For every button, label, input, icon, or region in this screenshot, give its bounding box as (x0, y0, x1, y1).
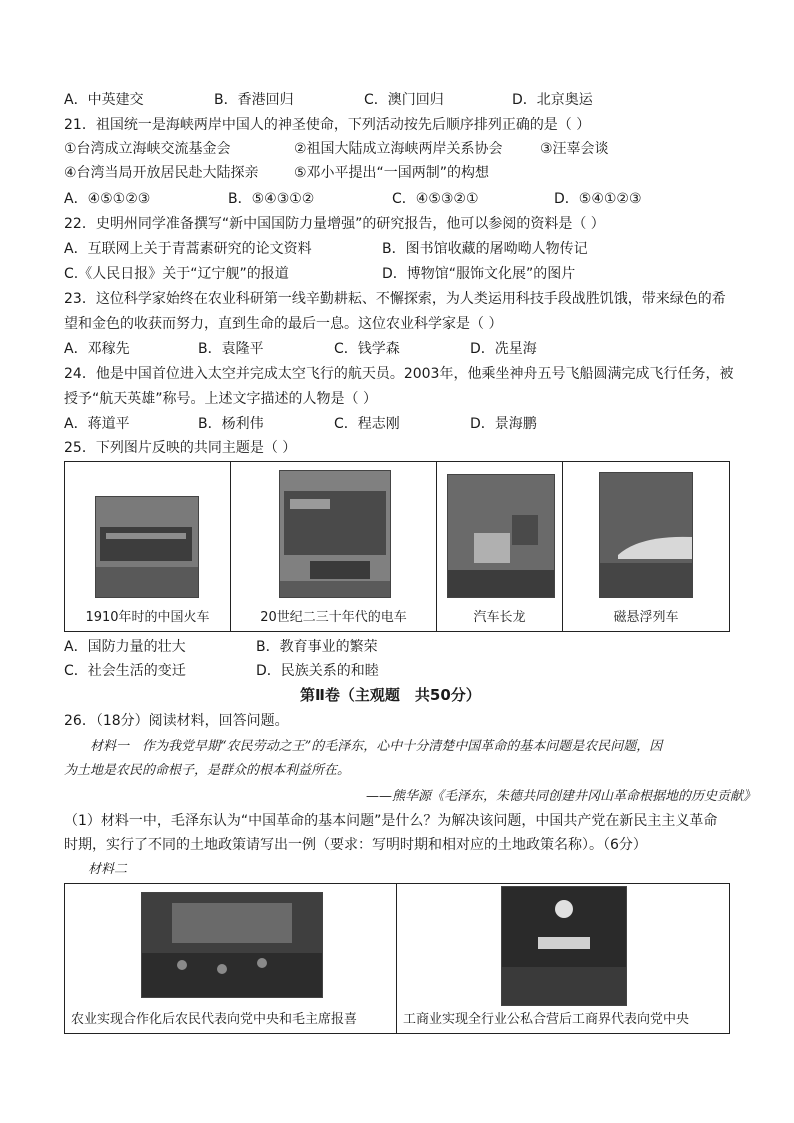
q26-caption-1: 农业实现合作化后农民代表向党中央和毛主席报喜 (71, 1012, 358, 1027)
q25-caption-4: 磁悬浮列车 (613, 610, 679, 625)
q20-option-d: D．北京奥运 (512, 92, 593, 108)
q26-sub1-line2: 时期，实行了不同的土地政策请写出一例（要求：写明时期和相对应的土地政策名称）。（6分） (64, 837, 647, 853)
q23-option-b: B．袁隆平 (198, 341, 264, 357)
q21-item-4: ④台湾当局开放居民赴大陆探亲 (64, 165, 259, 181)
photo-cell-tram (231, 462, 437, 631)
q21-option-c: C．④⑤③②① (392, 191, 479, 207)
q22-option-d: D．博物馆“服饰文化展”的图片 (382, 266, 576, 282)
q26-material1-line1: 材料一 作为我党早期“农民劳动之王”的毛泽东，心中十分清楚中国革命的基本问题是农民问题，因 (90, 739, 663, 754)
photo-cell-maglev (563, 462, 729, 631)
q24-option-d: D．景海鹏 (470, 416, 537, 432)
q25-option-b: B．教育事业的繁荣 (256, 639, 378, 655)
q21-item-3: ③汪辜会谈 (540, 141, 609, 157)
q25-caption-3: 汽车长龙 (473, 610, 526, 625)
q23-option-a: A．邓稼先 (64, 341, 130, 357)
photo-cell-traffic (437, 462, 563, 631)
q25-caption-2: 20世纪二三十年代的电车 (260, 610, 407, 625)
q24-option-a: A．蒋道平 (64, 416, 130, 432)
photo-cell-farmers (65, 884, 397, 1033)
traffic-photo-drawing (448, 475, 554, 597)
photo-cell-merchants (397, 884, 729, 1033)
q25-photo-table (64, 461, 730, 632)
q26-sub1-line1: （1）材料一中，毛泽东认为“中国革命的基本问题”是什么？为解决该问题，中国共产党在新民主主义革命 (64, 813, 718, 829)
maglev-photo-drawing (600, 473, 692, 597)
q21-item-2: ②祖国大陆成立海峡两岸关系协会 (294, 141, 503, 157)
q20-option-b: B．香港回归 (214, 92, 294, 108)
q23-stem-line2: 望和金色的收获而努力，直到生命的最后一息。这位农业科学家是（ ） (64, 316, 503, 332)
q24-option-c: C．程志刚 (334, 416, 400, 432)
q26-material2-label: 材料二 (88, 862, 128, 877)
q22-option-a: A．互联网上关于青蒿素研究的论文资料 (64, 241, 312, 257)
q24-stem-line2: 授予“航天英雄”称号。上述文字描述的人物是（ ） (64, 391, 377, 407)
photo-cell-train (65, 462, 231, 631)
q21-option-d: D．⑤④①②③ (554, 191, 642, 207)
q23-option-d: D．冼星海 (470, 341, 537, 357)
farmers-photo-drawing (142, 893, 322, 997)
q21-item-5: ⑤邓小平提出“一国两制”的构想 (294, 165, 490, 181)
train-photo-drawing (96, 497, 198, 597)
merchants-photo-drawing (502, 887, 626, 1005)
q20-option-a: A．中英建交 (64, 92, 144, 108)
q24-option-b: B．杨利伟 (198, 416, 264, 432)
q24-stem-line1: 24．他是中国首位进入太空并完成太空飞行的航天员。2003年，他乘坐神舟五号飞船圆满完成飞行任务，被 (64, 366, 734, 382)
q21-stem: 21．祖国统一是海峡两岸中国人的神圣使命，下列活动按先后顺序排列正确的是（ ） (64, 117, 591, 133)
q26-material1-line2: 为土地是农民的命根子，是群众的根本利益所在。 (64, 763, 351, 778)
q23-option-c: C．钱学森 (334, 341, 400, 357)
merchants-photo-icon (501, 886, 627, 1006)
q25-caption-1: 1910年时的中国火车 (85, 610, 210, 625)
q25-stem: 25．下列图片反映的共同主题是（ ） (64, 440, 297, 456)
maglev-photo-icon (599, 472, 693, 598)
q23-stem-line1: 23．这位科学家始终在农业科研第一线辛勤耕耘、不懈探索，为人类运用科技手段战胜饥饿，带来绿色的希 (64, 291, 726, 307)
q26-source: ——熊华源《毛泽东，朱德共同创建井冈山革命根据地的历史贡献》 (366, 789, 757, 804)
q21-option-a: A．④⑤①②③ (64, 191, 151, 207)
farmers-photo-icon (141, 892, 323, 998)
tram-photo-drawing (280, 471, 390, 597)
q22-option-c: C.《人民日报》关于“辽宁舰”的报道 (64, 266, 289, 282)
q26-caption-2: 工商业实现全行业公私合营后工商界代表向党中央 (403, 1012, 690, 1027)
train-photo-icon (95, 496, 199, 598)
q26-photo-table (64, 883, 730, 1034)
q25-option-a: A．国防力量的壮大 (64, 639, 186, 655)
q22-stem: 22．史明州同学准备撰写“新中国国防力量增强”的研究报告，他可以参阅的资料是（ ） (64, 216, 605, 232)
q20-option-c: C．澳门回归 (364, 92, 444, 108)
q25-option-d: D．民族关系的和睦 (256, 663, 379, 679)
q26-stem: 26．（18分）阅读材料，回答问题。 (64, 713, 289, 729)
q21-option-b: B．⑤④③①② (228, 191, 315, 207)
tram-photo-icon (279, 470, 391, 598)
q25-option-c: C．社会生活的变迁 (64, 663, 186, 679)
traffic-photo-icon (447, 474, 555, 598)
q22-option-b: B．图书馆收藏的屠呦呦人物传记 (382, 241, 588, 257)
q21-item-1: ①台湾成立海峡交流基金会 (64, 141, 231, 157)
section-ii-title: 第Ⅱ卷（主观题 共50分） (300, 686, 481, 704)
